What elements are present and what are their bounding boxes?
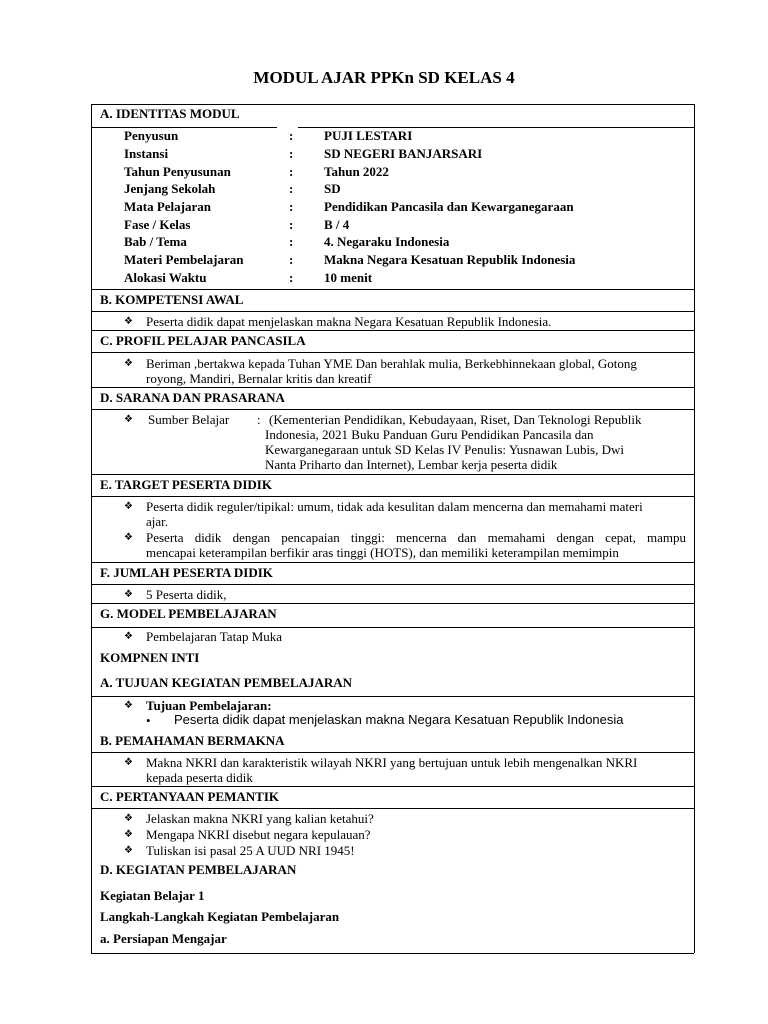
divider xyxy=(91,808,694,809)
identitas-colon: : xyxy=(289,181,294,196)
section-heading-jumlah: F. JUMLAH PESERTA DIDIK xyxy=(100,565,273,580)
pertanyaan-item: Jelaskan makna NKRI yang kalian ketahui? xyxy=(146,811,374,826)
divider xyxy=(91,603,694,604)
persiapan-title: a. Persiapan Mengajar xyxy=(100,931,227,946)
identitas-colon: : xyxy=(289,234,294,249)
identitas-label: Materi Pembelajaran xyxy=(124,252,244,267)
tujuan-item: Peserta didik dapat menjelaskan makna Negara Kesatuan Republik Indonesia xyxy=(174,712,624,727)
section-heading-tujuan: A. TUJUAN KEGIATAN PEMBELAJARAN xyxy=(100,675,353,690)
sarana-line: Kewarganegaraan untuk SD Kelas IV Penulis: Yusnawan Lubis, Dwi xyxy=(265,442,624,457)
identitas-divider-left xyxy=(91,127,277,128)
identitas-colon: : xyxy=(289,252,294,267)
identitas-label: Instansi xyxy=(124,146,169,161)
section-heading-pemahaman: B. PEMAHAMAN BERMAKNA xyxy=(100,733,285,748)
sarana-colon: : xyxy=(257,412,261,427)
section-heading-target: E. TARGET PESERTA DIDIK xyxy=(100,477,272,492)
section-heading-profil: C. PROFIL PELAJAR PANCASILA xyxy=(100,333,306,348)
bullet-icon: ❖ xyxy=(124,414,133,425)
divider xyxy=(91,696,694,697)
divider xyxy=(91,496,694,497)
divider xyxy=(91,786,694,787)
pemahaman-line: kepada peserta didik xyxy=(146,770,253,785)
section-heading-pertanyaan: C. PERTANYAAN PEMANTIK xyxy=(100,789,280,804)
divider xyxy=(91,311,694,312)
identitas-value: SD xyxy=(324,181,341,196)
divider xyxy=(91,474,694,475)
bullet-icon: ❖ xyxy=(124,845,133,856)
bullet-icon: ❖ xyxy=(124,589,133,600)
identitas-value: 4. Negaraku Indonesia xyxy=(324,234,450,249)
sarana-line: Nanta Priharto dan Internet), Lembar kerja peserta didik xyxy=(265,457,558,472)
divider xyxy=(91,627,694,628)
identitas-value: SD NEGERI BANJARSARI xyxy=(324,146,483,161)
identitas-label: Fase / Kelas xyxy=(124,217,191,232)
identitas-value: Tahun 2022 xyxy=(324,164,389,179)
identitas-value: B / 4 xyxy=(324,217,350,232)
bullet-icon: ❖ xyxy=(124,358,133,369)
bullet-icon: ❖ xyxy=(124,501,133,512)
bullet-icon: ❖ xyxy=(124,316,133,327)
divider xyxy=(91,752,694,753)
langkah-title: Langkah-Langkah Kegiatan Pembelajaran xyxy=(100,909,340,924)
divider xyxy=(91,289,694,290)
bullet-icon: ❖ xyxy=(124,700,133,711)
section-heading-kompetensi: B. KOMPETENSI AWAL xyxy=(100,292,244,307)
identitas-colon: : xyxy=(289,128,294,143)
divider xyxy=(91,387,694,388)
target-line: mencapai keterampilan berfikir aras tinggi (HOTS), dan memiliki keterampilan memimpin xyxy=(146,545,619,560)
table-left-border xyxy=(91,104,92,953)
target-line: ajar. xyxy=(146,514,169,529)
identitas-label: Mata Pelajaran xyxy=(124,199,212,214)
sarana-line: Indonesia, 2021 Buku Panduan Guru Pendidikan Pancasila dan xyxy=(265,427,594,442)
bullet-icon: ❖ xyxy=(124,813,133,824)
tujuan-subheading: Tujuan Pembelajaran: xyxy=(146,698,272,713)
identitas-colon: : xyxy=(289,164,294,179)
identitas-value: 10 menit xyxy=(324,270,373,285)
kompetensi-item: Peserta didik dapat menjelaskan makna Negara Kesatuan Republik Indonesia. xyxy=(146,314,552,329)
divider xyxy=(91,330,694,331)
bullet-icon: ❖ xyxy=(124,532,133,543)
jumlah-item: 5 Peserta didik, xyxy=(146,587,227,602)
pertanyaan-item: Mengapa NKRI disebut negara kepulauan? xyxy=(146,827,371,842)
identitas-label: Penyusun xyxy=(124,128,179,143)
table-bottom-border xyxy=(91,953,694,954)
profil-line: royong, Mandiri, Bernalar kritis dan kreatif xyxy=(146,371,372,386)
section-heading-sarana: D. SARANA DAN PRASARANA xyxy=(100,390,285,405)
sarana-line: (Kementerian Pendidikan, Kebudayaan, Riset, Dan Teknologi Republik xyxy=(269,412,642,427)
identitas-colon: : xyxy=(289,199,294,214)
sarana-label: Sumber Belajar xyxy=(148,412,230,427)
dot-icon: • xyxy=(146,713,151,728)
bullet-icon: ❖ xyxy=(124,829,133,840)
pertanyaan-item: Tuliskan isi pasal 25 A UUD NRI 1945! xyxy=(146,843,355,858)
komponen-inti-heading: KOMPNEN INTI xyxy=(100,650,200,665)
table-top-border xyxy=(91,104,694,105)
identitas-label: Jenjang Sekolah xyxy=(124,181,216,196)
divider xyxy=(91,409,694,410)
document-title: MODUL AJAR PPKn SD KELAS 4 xyxy=(253,68,515,87)
identitas-colon: : xyxy=(289,217,294,232)
divider xyxy=(91,562,694,563)
section-heading-identitas: A. IDENTITAS MODUL xyxy=(100,106,240,121)
section-heading-kegiatan: D. KEGIATAN PEMBELAJARAN xyxy=(100,862,297,877)
pemahaman-line: Makna NKRI dan karakteristik wilayah NKRI yang bertujuan untuk lebih mengenalkan NKRI xyxy=(146,755,638,770)
section-heading-model: G. MODEL PEMBELAJARAN xyxy=(100,606,277,621)
identitas-label: Tahun Penyusunan xyxy=(124,164,231,179)
model-item: Pembelajaran Tatap Muka xyxy=(146,629,283,644)
identitas-value: PUJI LESTARI xyxy=(324,128,413,143)
identitas-value: Pendidikan Pancasila dan Kewarganegaraan xyxy=(324,199,574,214)
target-line: Peserta didik dengan pencapaian tinggi: mencerna dan memahami dengan cepat, mampu xyxy=(146,530,686,545)
bullet-icon: ❖ xyxy=(124,631,133,642)
divider xyxy=(91,352,694,353)
identitas-label: Alokasi Waktu xyxy=(124,270,207,285)
table-right-border xyxy=(694,104,695,953)
profil-line: Beriman ,bertakwa kepada Tuhan YME Dan berahlak mulia, Berkebhinnekaan global, Gotong xyxy=(146,356,637,371)
target-line: Peserta didik reguler/tipikal: umum, tidak ada kesulitan dalam mencerna dan memahami materi xyxy=(146,499,643,514)
identitas-colon: : xyxy=(289,146,294,161)
kegiatan-belajar-title: Kegiatan Belajar 1 xyxy=(100,888,205,903)
bullet-icon: ❖ xyxy=(124,757,133,768)
identitas-value: Makna Negara Kesatuan Republik Indonesia xyxy=(324,252,576,267)
divider xyxy=(91,584,694,585)
identitas-label: Bab / Tema xyxy=(124,234,187,249)
identitas-colon: : xyxy=(289,270,294,285)
